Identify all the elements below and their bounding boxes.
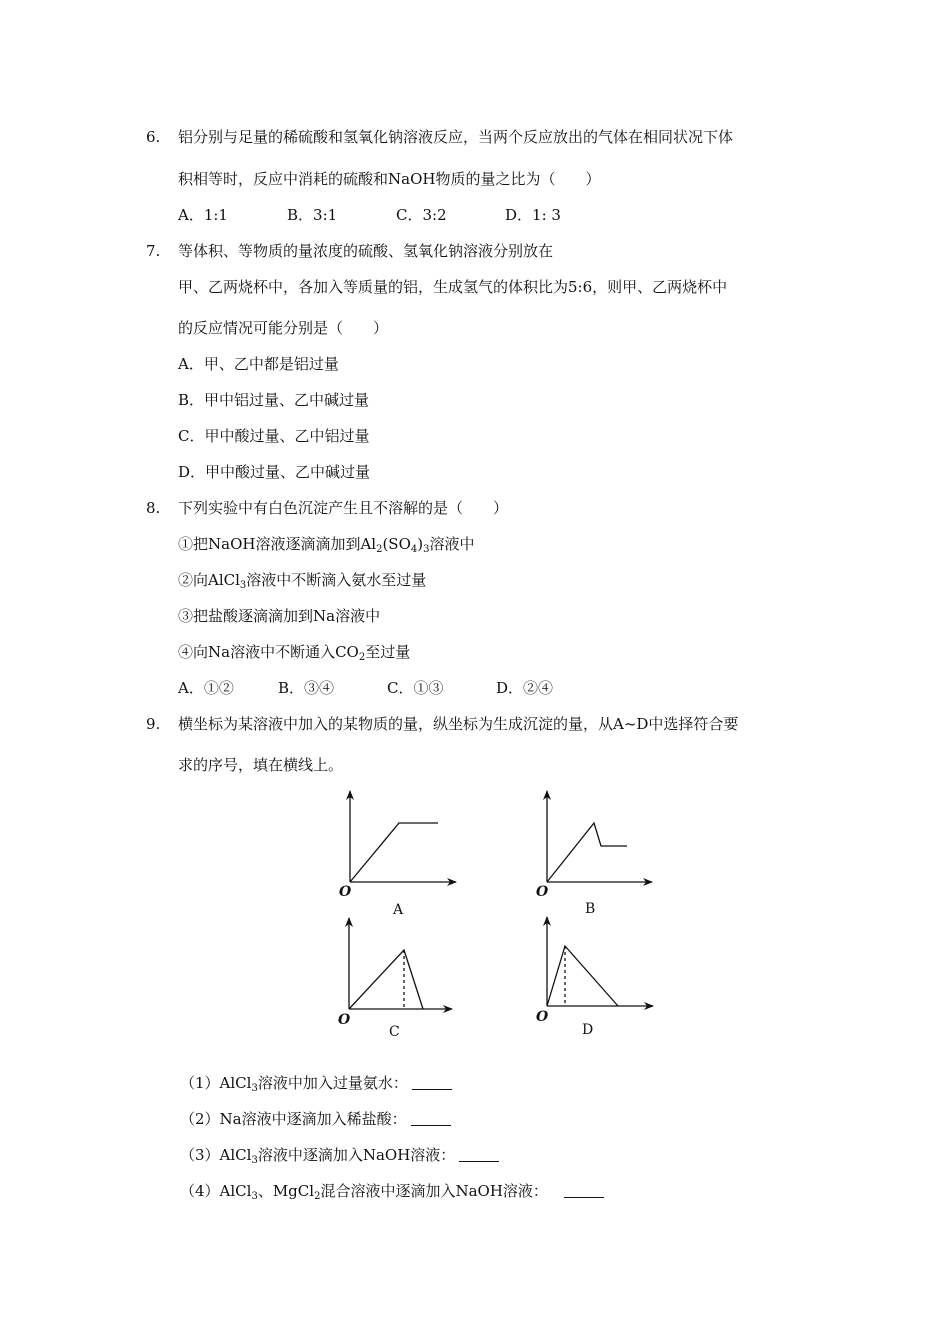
q9-sub-1-answer-blank[interactable] — [412, 1075, 452, 1090]
q6-option-b: B．3:1 — [287, 206, 338, 224]
q9-sub-1 — [180, 1073, 452, 1093]
q8-item-2-text-b: 溶液中不断滴入氨水至过量 — [246, 571, 427, 589]
q9-sub-4-text-b: 、MgCl — [257, 1182, 315, 1200]
q8-item-4-sub: 2 — [358, 652, 366, 663]
q7-option-b: B．甲中铝过量、乙中碱过量 — [178, 391, 370, 409]
graph-a-label: A — [393, 902, 404, 918]
q9-sub-4-text-a: （4）AlCl — [180, 1182, 252, 1200]
q9-sub-3-text-a: （3）AlCl — [180, 1146, 252, 1164]
graph-b — [547, 791, 652, 882]
q9-sub-2-text: （2）Na溶液中逐滴加入稀盐酸： — [180, 1110, 407, 1128]
q8-item-1-sub-1: 2 — [376, 544, 383, 555]
q9-sub-3-subscript: 3 — [251, 1155, 258, 1166]
graph-d-curve — [547, 946, 618, 1006]
q8-number: 8. — [146, 499, 161, 517]
graph-a — [350, 791, 456, 882]
graph-b-label: B — [585, 901, 596, 917]
q6-number: 6. — [146, 128, 161, 146]
q8-item-1-text-c: ) — [417, 535, 424, 553]
q8-option-b: B．③④ — [278, 679, 335, 697]
q8-item-4-text-b: 至过量 — [365, 643, 411, 661]
q7-option-d: D．甲中酸过量、乙中碱过量 — [178, 463, 371, 481]
q9-sub-4-subscript-2: 2 — [314, 1191, 321, 1202]
q8-item-4-text-a: ④向Na溶液中不断通入CO — [178, 643, 359, 661]
q7-option-c: C．甲中酸过量、乙中铝过量 — [178, 427, 370, 445]
q9-sub-3 — [180, 1145, 499, 1165]
q9-sub-1-text-a: （1）AlCl — [180, 1074, 252, 1092]
q8-item-2-text-a: ②向AlCl — [178, 571, 240, 589]
graph-d-origin: O — [536, 1009, 549, 1025]
graph-d — [547, 917, 653, 1006]
q8-option-a: A．①② — [178, 679, 234, 697]
q7-stem-line3: 的反应情况可能分别是（ ） — [178, 319, 389, 337]
q9-sub-3-text-b: 溶液中逐滴加入NaOH溶液： — [257, 1146, 456, 1164]
graph-c-curve — [349, 950, 423, 1009]
q8-item-1-text-b: (SO — [382, 535, 411, 553]
q9-sub-4-answer-blank[interactable] — [564, 1183, 604, 1198]
graph-c-label: C — [389, 1024, 400, 1040]
q8-item-3: ③把盐酸逐滴滴加到Na溶液中 — [178, 607, 381, 625]
q9-sub-3-answer-blank[interactable] — [459, 1147, 499, 1162]
q9-sub-4-text-c: 混合溶液中逐滴加入NaOH溶液： — [320, 1182, 548, 1200]
graph-b-origin: O — [536, 884, 549, 900]
q8-option-c: C．①③ — [387, 679, 444, 697]
q8-stem: 下列实验中有白色沉淀产生且不溶解的是（ ） — [178, 499, 509, 517]
q9-sub-2-answer-blank[interactable] — [411, 1111, 451, 1126]
q8-option-d: D．②④ — [496, 679, 554, 697]
q7-number: 7. — [146, 242, 161, 260]
q9-sub-4 — [180, 1181, 604, 1201]
graph-c — [349, 918, 452, 1009]
q8-item-1-sub-3: 3 — [423, 544, 430, 555]
q9-stem-line2: 求的序号，填在横线上。 — [178, 756, 344, 774]
q6-stem-line1: 铝分别与足量的稀硫酸和氢氧化钠溶液反应，当两个反应放出的气体在相同状况下体 — [178, 128, 734, 146]
q9-sub-4-subscript-1: 3 — [251, 1191, 258, 1202]
graph-a-origin: O — [339, 884, 352, 900]
q7-stem-line2: 甲、乙两烧杯中，各加入等质量的铝，生成氢气的体积比为5:6，则甲、乙两烧杯中 — [178, 278, 728, 296]
q8-item-1-text-d: 溶液中 — [429, 535, 475, 553]
graph-d-label: D — [582, 1022, 594, 1038]
q9-sub-1-subscript: 3 — [251, 1083, 258, 1094]
q7-option-a: A．甲、乙中都是铝过量 — [178, 355, 339, 373]
graph-b-curve — [547, 823, 627, 882]
q6-option-d: D．1: 3 — [505, 206, 561, 224]
q9-sub-2 — [180, 1109, 451, 1129]
q9-stem-line1: 横坐标为某溶液中加入的某物质的量，纵坐标为生成沉淀的量，从A~D中选择符合要 — [178, 715, 739, 733]
q9-sub-1-text-b: 溶液中加入过量氨水： — [257, 1074, 408, 1092]
q6-stem-line2: 积相等时，反应中消耗的硫酸和NaOH物质的量之比为（ ） — [178, 170, 601, 188]
q6-option-c: C．3:2 — [396, 206, 447, 224]
q9-number: 9. — [146, 715, 161, 733]
q8-item-1-sub-2: 4 — [410, 544, 418, 555]
graph-a-curve — [350, 823, 438, 882]
q7-stem-line1: 等体积、等物质的量浓度的硫酸、氢氧化钠溶液分别放在 — [178, 242, 554, 260]
q6-option-a: A．1:1 — [178, 206, 228, 224]
q8-item-2-sub: 3 — [239, 580, 247, 591]
graph-c-origin: O — [338, 1012, 351, 1028]
q8-item-1-text-a: ①把NaOH溶液逐滴滴加到Al — [178, 535, 377, 553]
